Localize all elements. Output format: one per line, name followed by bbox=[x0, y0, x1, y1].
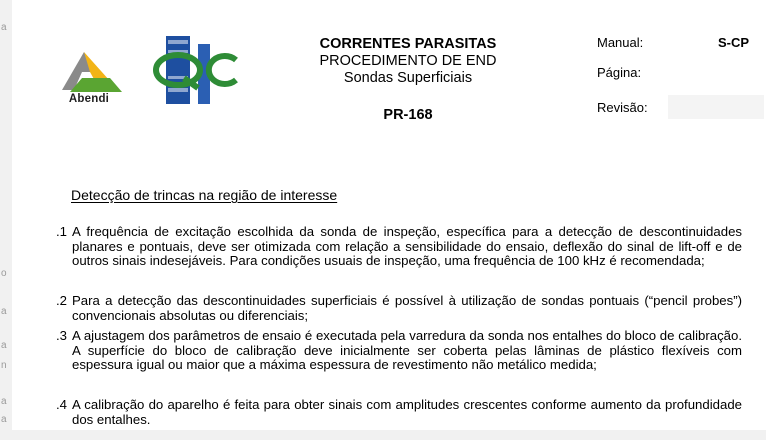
list-item: A frequência de excitação escolhida da sonda de inspeção, específica para a detecção de descontinuidades planares e pontuais, deve ser otimizada com relação a sensibilidade do ensaio, deflexão do sinal de lift-off e de outros sinais indesejáveis. Para condições usuais de inspeção, uma frequência de 100 kHz é recomendada; bbox=[72, 224, 742, 269]
document-code: PR-168 bbox=[383, 107, 433, 123]
document-title-block bbox=[278, 36, 538, 87]
abendi-logo-text: Abendi bbox=[68, 93, 110, 105]
gutter-mark: a bbox=[1, 306, 7, 317]
list-item: A ajustagem dos parâmetros de ensaio é executada pela varredura da sonda nos entalhes do bloco de calibração. A superfície do bloco de calibração deve inicialmente ser coberta pelas lâminas de plástico flexíveis com espessura igual ou maior que a máxima espessura de revestimento não metálico medida; bbox=[72, 328, 742, 373]
gutter-mark: o bbox=[1, 268, 7, 279]
section-heading: Detecção de trincas na região de interesse bbox=[71, 187, 338, 203]
item-number: .1 bbox=[56, 224, 67, 239]
document-subtitle: PROCEDIMENTO DE END bbox=[319, 53, 497, 69]
item-number: .3 bbox=[56, 328, 67, 343]
left-gutter bbox=[0, 0, 12, 440]
manual-value: S-CP bbox=[718, 35, 750, 50]
gutter-mark: a bbox=[1, 414, 7, 425]
page-bottom-cutoff bbox=[0, 430, 766, 440]
item-number: .4 bbox=[56, 397, 67, 412]
document-page bbox=[12, 0, 766, 430]
revisao-value-field bbox=[668, 95, 764, 119]
revisao-label: Revisão: bbox=[597, 100, 648, 115]
manual-label: Manual: bbox=[597, 35, 644, 50]
document-title: CORRENTES PARASITAS bbox=[319, 36, 497, 52]
list-item: A calibração do aparelho é feita para obter sinais com amplitudes crescentes conforme aumento da profundidade dos entalhes. bbox=[72, 397, 742, 427]
pagina-label: Página: bbox=[597, 65, 642, 80]
gutter-mark: n bbox=[1, 360, 7, 371]
gutter-mark: a bbox=[1, 22, 7, 33]
item-number: .2 bbox=[56, 293, 67, 308]
gutter-mark: a bbox=[1, 396, 7, 407]
document-subject: Sondas Superficiais bbox=[343, 70, 473, 86]
qc-logo-icon bbox=[144, 36, 240, 104]
gutter-mark: a bbox=[1, 340, 7, 351]
list-item: Para a detecção das descontinuidades superficiais é possível à utilização de sondas pontuais (“pencil probes”) convencionais absolutas ou diferenciais; bbox=[72, 293, 742, 323]
